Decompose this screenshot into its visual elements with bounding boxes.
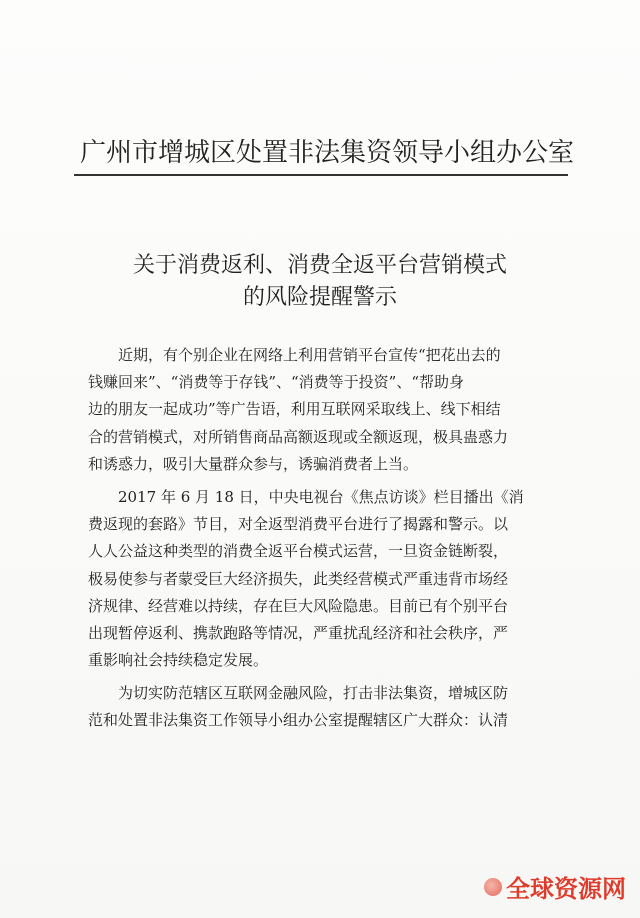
body-line: 边的朋友一起成功”等广告语，利用互联网采取线上、线下相结 — [88, 400, 501, 419]
document-body — [88, 342, 558, 735]
header-divider — [74, 174, 568, 176]
document-title-line: 关于消费返利、消费全返平台营销模式 — [132, 253, 507, 278]
body-line: 济规律、经营难以持续，存在巨大风险隐患。目前已有个别平台 — [88, 596, 509, 615]
body-line: 人人公益这种类型的消费全返平台模式运营，一旦资金链断裂， — [88, 542, 509, 561]
watermark-text: 全球资源网 — [506, 875, 626, 903]
document-title-line: 的风险提醒警示 — [242, 285, 397, 310]
document-title — [60, 250, 580, 314]
body-line: 和诱惑力，吸引大量群众参与，诱骗消费者上当。 — [88, 454, 419, 473]
office-header: 广州市增城区处置非法集资领导小组办公室 — [80, 138, 575, 168]
body-line: 范和处置非法集资工作领导小组办公室提醒辖区广大群众：认清 — [88, 711, 509, 730]
body-line: 重影响社会持续稳定发展。 — [88, 651, 269, 670]
watermark — [484, 869, 626, 904]
body-line: 极易使参与者蒙受巨大经济损失，此类经营模式严重违背市场经 — [88, 569, 509, 588]
body-line: 费返现的套路》节目，对全返型消费平台进行了揭露和警示。以 — [88, 515, 509, 534]
globe-logo-icon — [484, 878, 502, 896]
body-line: 近期，有个别企业在网络上利用营销平台宣传“把花出去的 — [88, 346, 501, 364]
body-line: 合的营销模式，对所销售商品高额返现或全额返现，极具蛊惑力 — [88, 427, 509, 446]
body-line: 钱赚回来”、“消费等于存钱”、“消费等于投资”、“帮助身 — [88, 373, 465, 392]
body-line: 出现暂停返利、携款跑路等情况，严重扰乱经济和社会秩序，严 — [88, 623, 509, 642]
body-line: 为切实防范辖区互联网金融风险，打击非法集资，增城区防 — [88, 684, 509, 703]
body-line: 2017 年 6 月 18 日，中央电视台《焦点访谈》栏目播出《消 — [88, 487, 524, 506]
